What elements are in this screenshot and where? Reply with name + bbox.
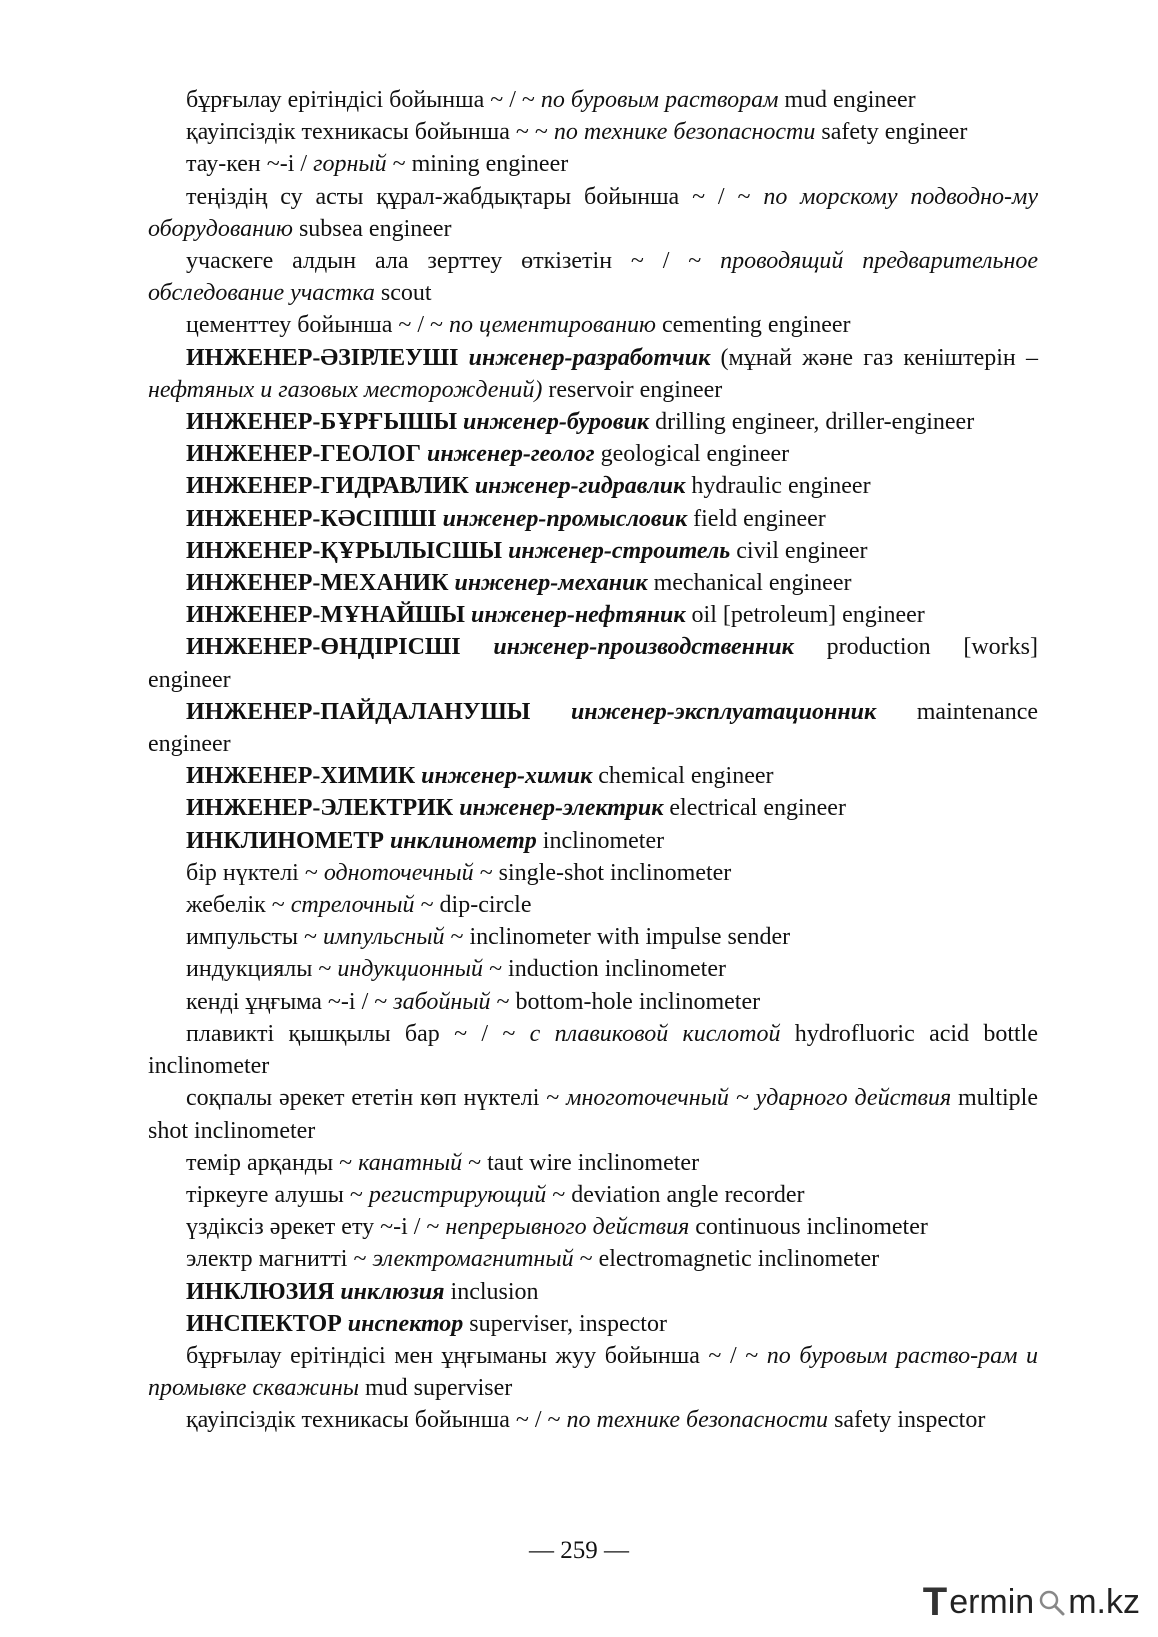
headword-ru: инженер-гидравлик — [474, 473, 686, 500]
entry-text: ~ dip-circle — [414, 892, 532, 919]
translation-ru: по технике безопасности — [566, 1407, 829, 1434]
headword-kk: ИНЖЕНЕР-ГЕОЛОГ — [186, 441, 421, 468]
dictionary-entry — [148, 309, 1038, 341]
entry-text: цементтеу бойынша ~ / ~ — [186, 312, 450, 339]
dictionary-entry — [148, 1018, 1038, 1082]
dictionary-entry — [148, 1404, 1038, 1436]
entry-text: ~ bottom-hole inclinometer — [490, 988, 761, 1015]
entry-text: бұрғылау ерітіндісі бойынша ~ / ~ — [186, 87, 541, 113]
entry-text: тау-кен ~-і / — [186, 151, 314, 178]
translation-ru: по цементированию — [449, 312, 656, 339]
entry-text: (мұнай және газ кеніштерін – — [710, 344, 1038, 371]
entry-text: inclusion — [444, 1278, 539, 1305]
headword-kk: ИНЖЕНЕР-ПАЙДАЛАНУШЫ — [186, 698, 531, 725]
dictionary-entry — [148, 986, 1038, 1018]
headword-ru: инженер-производственник — [493, 634, 794, 661]
entry-text: ~ deviation angle recorder — [546, 1181, 805, 1208]
entry-text: электр магнитті ~ — [186, 1246, 373, 1273]
dictionary-entry — [148, 438, 1038, 470]
logo-letter-t: T — [922, 1580, 948, 1624]
dictionary-entry — [148, 1243, 1038, 1275]
translation-ru: по морскому подводно-му оборудованию — [148, 183, 1038, 242]
entry-text: oil [petroleum] engineer — [685, 602, 925, 629]
entry-text: үздіксіз әрекет ету ~-і / ~ — [186, 1214, 446, 1241]
headword-kk: ИНЖЕНЕР-МЕХАНИК — [186, 570, 449, 597]
termincom-logo — [922, 1579, 1140, 1624]
entry-text: scout — [374, 280, 432, 307]
headword-kk: ИНЖЕНЕР-БҰРҒЫШЫ — [186, 409, 458, 436]
translation-ru: с плавиковой кислотой — [529, 1020, 781, 1047]
entry-text: кенді ұңғыма ~-і / ~ — [186, 988, 394, 1015]
entry-text: индукциялы ~ — [186, 956, 338, 983]
dictionary-entry — [148, 1082, 1038, 1146]
dictionary-entry — [148, 921, 1038, 953]
entry-text: field engineer — [687, 505, 826, 532]
dictionary-entry — [148, 503, 1038, 535]
page-number: — 259 — — [529, 1537, 629, 1564]
translation-ru: одноточечный — [323, 859, 474, 886]
entry-text: тіркеуге алушы ~ — [186, 1181, 369, 1208]
dictionary-entry — [148, 535, 1038, 567]
entry-text: қауіпсіздік техникасы бойынша ~ / ~ — [186, 1407, 567, 1434]
entry-text: chemical engineer — [592, 763, 774, 790]
entry-text: ~ mining engineer — [386, 151, 569, 178]
translation-ru: нефтяных и газовых месторождений) — [148, 376, 543, 403]
entry-text: импульсты ~ — [186, 924, 323, 951]
entry-text: плавикті қышқылы бар ~ / ~ — [186, 1020, 530, 1047]
translation-ru: по буровым растворам — [540, 87, 779, 113]
entry-text: production [works] engineer — [148, 634, 1038, 693]
entry-text: бұрғылау ерітіндісі мен ұңғыманы жуу бойынша ~ / ~ — [186, 1342, 767, 1369]
dictionary-entry — [148, 696, 1038, 760]
dictionary-entry — [148, 84, 1038, 116]
entry-text: темір арқанды ~ — [186, 1149, 359, 1176]
entry-text: mud engineer — [778, 87, 916, 113]
headword-kk: ИНЖЕНЕР-ХИМИК — [186, 763, 416, 790]
entry-text: geological engineer — [594, 441, 790, 468]
entry-text: ~ induction inclinometer — [483, 956, 726, 983]
translation-ru: регистрирующий — [368, 1181, 547, 1208]
dictionary-entry — [148, 631, 1038, 695]
entry-text: multiple shot inclinometer — [148, 1085, 1038, 1144]
headword-ru: инклюзия — [340, 1278, 445, 1305]
dictionary-entry — [148, 1179, 1038, 1211]
entry-text — [461, 634, 494, 660]
entry-text: mud superviser — [358, 1375, 513, 1402]
dictionary-entries — [148, 84, 1038, 1437]
dictionary-entry — [148, 116, 1038, 148]
entry-text: subsea engineer — [292, 215, 452, 242]
translation-ru: непрерывного действия — [445, 1214, 690, 1241]
entry-text — [458, 345, 468, 371]
entry-text: inclinometer — [536, 827, 665, 854]
headword-kk: ИНЖЕНЕР-МҰНАЙШЫ — [186, 602, 465, 629]
translation-ru: проводящий предварительное обследование участка — [148, 248, 1039, 307]
dictionary-entry — [148, 599, 1038, 631]
dictionary-entry — [148, 1308, 1038, 1340]
entry-text: maintenance engineer — [148, 698, 1039, 758]
headword-kk: ИНЖЕНЕР-ЭЛЕКТРИК — [186, 795, 454, 822]
dictionary-entry — [148, 567, 1038, 599]
dictionary-entry — [148, 760, 1038, 792]
translation-ru: канатный — [358, 1149, 463, 1176]
logo-text-mid: ermin — [949, 1583, 1035, 1621]
entry-text: учаскеге алдын ала зерттеу өткізетін ~ / ~ — [186, 248, 721, 275]
entry-text: ~ single-shot inclinometer — [473, 859, 732, 886]
translation-ru: импульсный — [323, 924, 445, 951]
headword-ru: инженер-строитель — [508, 537, 731, 564]
entry-text: continuous inclinometer — [689, 1214, 928, 1241]
entry-text: cementing engineer — [655, 312, 851, 339]
dictionary-entry — [148, 889, 1038, 921]
headword-kk: ИНЖЕНЕР-ӨНДІРІСШІ — [186, 634, 461, 661]
headword-ru: инженер-эксплуатационник — [570, 698, 877, 725]
dictionary-entry — [148, 245, 1038, 309]
dictionary-entry — [148, 825, 1038, 857]
translation-ru: электромагнитный — [372, 1246, 574, 1273]
entry-text: қауіпсіздік техникасы бойынша ~ ~ — [186, 119, 554, 146]
entry-text: соқпалы әрекет ететін көп нүктелі ~ — [186, 1085, 567, 1112]
translation-ru: многоточечный ~ ударного действия — [566, 1085, 952, 1112]
entry-text: hydrofluoric acid bottle inclinometer — [148, 1020, 1038, 1080]
headword-kk: ИНЖЕНЕР-ҚҰРЫЛЫСШЫ — [186, 537, 503, 564]
dictionary-entry — [148, 1211, 1038, 1243]
entry-text: бір нүктелі ~ — [186, 859, 324, 886]
headword-kk: ИНЖЕНЕР-КӘСІПШІ — [186, 505, 437, 532]
entry-text: electrical engineer — [663, 795, 846, 822]
entry-text: hydraulic engineer — [685, 473, 871, 500]
headword-ru: инженер-разработчик — [468, 344, 711, 371]
headword-ru: инклинометр — [389, 827, 537, 854]
entry-text: safety inspector — [828, 1407, 986, 1434]
translation-ru: по буровым раство-рам и промывке скважины — [148, 1342, 1038, 1402]
dictionary-entry — [148, 857, 1038, 889]
entry-text: ~ taut wire inclinometer — [462, 1149, 700, 1176]
entry-text: superviser, inspector — [463, 1310, 667, 1337]
dictionary-entry — [148, 953, 1038, 985]
headword-ru: инженер-нефтяник — [470, 602, 686, 629]
magnifier-icon — [1036, 1585, 1066, 1619]
dictionary-entry — [148, 1276, 1038, 1308]
translation-ru: стрелочный — [290, 892, 415, 919]
dictionary-entry — [148, 181, 1038, 245]
headword-ru: инженер-механик — [454, 570, 648, 597]
headword-ru: инженер-промысловик — [442, 505, 688, 532]
translation-ru: забойный — [393, 988, 491, 1015]
headword-ru: инженер-химик — [421, 763, 593, 790]
dictionary-entry — [148, 148, 1038, 180]
entry-text: civil engineer — [730, 537, 868, 564]
entry-text: reservoir engineer — [542, 376, 723, 403]
headword-ru: инженер-буровик — [463, 409, 650, 436]
entry-text: теңіздің су асты құрал-жабдықтары бойынша ~ / ~ — [186, 183, 764, 210]
headword-kk: ИНКЛЮЗИЯ — [186, 1278, 335, 1305]
entry-text: жебелік ~ — [186, 892, 291, 919]
headword-kk: ИНСПЕКТОР — [186, 1310, 342, 1337]
dictionary-entry — [148, 1340, 1038, 1404]
dictionary-entry — [148, 342, 1038, 406]
headword-ru: инженер-электрик — [459, 795, 664, 822]
entry-text — [530, 699, 571, 725]
dictionary-entry — [148, 406, 1038, 438]
dictionary-entry — [148, 1147, 1038, 1179]
dictionary-entry — [148, 792, 1038, 824]
headword-kk: ИНКЛИНОМЕТР — [186, 827, 384, 854]
entry-text: ~ inclinometer with impulse sender — [444, 924, 791, 951]
translation-ru: по технике безопасности — [553, 119, 816, 146]
entry-text: ~ electromagnetic inclinometer — [573, 1246, 880, 1273]
headword-ru: инженер-геолог — [426, 441, 595, 468]
entry-text: drilling engineer, driller-engineer — [649, 409, 975, 436]
headword-kk: ИНЖЕНЕР-ГИДРАВЛИК — [186, 473, 469, 500]
entry-text: mechanical engineer — [647, 570, 852, 597]
dictionary-entry — [148, 470, 1038, 502]
headword-kk: ИНЖЕНЕР-ӘЗІРЛЕУШІ — [186, 344, 459, 371]
translation-ru: горный — [313, 151, 387, 178]
translation-ru: индукционный — [337, 956, 484, 983]
entry-text: safety engineer — [815, 119, 968, 146]
logo-text-rest: m.kz — [1068, 1583, 1140, 1621]
headword-ru: инспектор — [347, 1310, 464, 1337]
